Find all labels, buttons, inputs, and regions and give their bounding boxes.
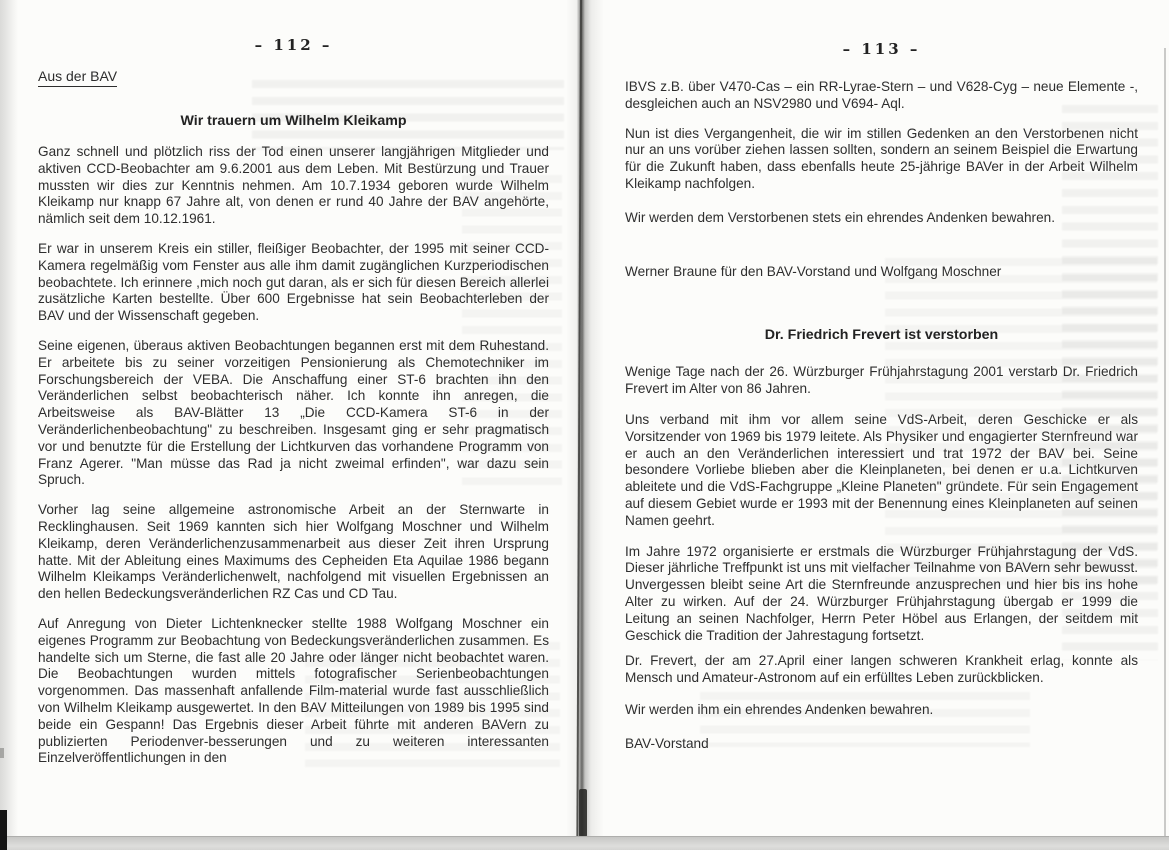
paragraph: IBVS z.B. über V470-Cas – ein RR-Lyrae-Stern – und V628-Cyg – neue Elemente -, desgleichen auch an NSV2980 und V694- Aql. (625, 79, 1138, 111)
paragraph: Vorher lag seine allgemeine astronomische Arbeit an der Sternwarte in Recklinghausen. Seit 1969 kannten sich hier Wolfgang Moschner und Wilhelm Kleikamp, deren Veränderlichenzusammenarbeit aus dieser Zeit ihren Ursprung hatte. Mit der Ableitung eines Maximums des Cepheiden Eta Aquilae 1986 begann Wilhelm Kleikamps Veränderlichenwelt, nachfolgend mit visuellen Ergebnissen an den hellen Bedeckungsveränderlichen RZ Cas und CD Tau. (38, 502, 549, 602)
page-number-112: – 112 – (254, 36, 333, 54)
scan-right-edge-line (1164, 48, 1166, 836)
scan-corner-mark (0, 810, 7, 850)
obituary-heading-frevert: Dr. Friedrich Frevert ist verstorben (764, 327, 999, 344)
paragraph: Er war in unserem Kreis ein stiller, fleißiger Beobachter, der 1995 mit seiner CCD-Kamera regelmäßig vom Fenster aus alle ihm damit zugänglichen Kurzperiodischen beobachtete. Ich erinnere ,mich noch gut daran, als er sich für diesen Bereich allerlei zusätzliche Karten bestellte. Über 600 Ergebnisse hat sein Beobachterleben der BAV und der Wissenschaft gegeben. (38, 240, 549, 324)
paragraph: Wir werden ihm ein ehrendes Andenken bewahren. (625, 701, 934, 717)
section-label-aus-der-bav: Aus der BAV (38, 68, 117, 87)
scanner-bottom-strip (0, 836, 1169, 850)
paragraph: Uns verband mit ihm vor allem seine VdS-Arbeit, deren Geschicke er als Vorsitzender von 1969 bis 1979 leitete. Als Physiker und engagierter Sternfreund war er auch an den Veränderlichen interessiert und trat 1972 der BAV bei. Seine besondere Vorliebe blieben aber die Kleinplaneten, bei denen er u.a. Lichtkurven ableitete und die VdS-Fachgruppe „Kleine Planeten" gründete. Für sein Engagement auf diesem Gebiet wurde er 1993 mit der Benennung eines Kleinplaneten auf seinen Namen geehrt. (625, 411, 1138, 528)
paragraph: Wir werden dem Verstorbenen stets ein ehrendes Andenken bewahren. (625, 209, 1055, 225)
page-113 (625, 0, 1138, 753)
paragraph: Nun ist dies Vergangenheit, die wir im stillen Gedenken an den Verstorbenen nicht nur an uns vorüber ziehen lassen sollten, sondern an seinem Beispiel die Erwartung für die Zukunft haben, dass ebenfalls heute 25-jährige BAVer in der Arbeit Wilhelm Kleikamp nachfolgen. (625, 125, 1138, 191)
signature-line: Werner Braune für den BAV-Vorstand und Wolfgang Moschner (625, 263, 1002, 279)
scan-left-edge-shade (0, 0, 18, 850)
signature-line: BAV-Vorstand (625, 735, 709, 751)
page-number-113: – 113 – (842, 40, 921, 58)
paragraph: Seine eigenen, überaus aktiven Beobachtungen begannen erst mit dem Ruhestand. Er arbeitete bis zu seiner vorzeitigen Pensionierung als Chemotechniker im Forschungsbereich der VEBA. Die Anschaffung einer ST-6 brachten ihn den Veränderlichen selbst beobachterisch näher. Ich konnte ihn anregen, die Arbeitsweise als BAV-Blätter 13 „Die CCD-Kamera ST-6 in der Veränderlichenbeobachtung" zu beschreiben. Insgesamt ging er sehr pragmatisch vor und benutzte für die Erstellung der Lichtkurven das vorhandene Programm von Franz Agerer. "Man müsse das Rad ja nicht zweimal erfinden", war dazu sein Spruch. (38, 337, 549, 488)
paragraph: Wenige Tage nach der 26. Würzburger Frühjahrstagung 2001 verstarb Dr. Friedrich Frevert im Alter von 86 Jahren. (625, 364, 1138, 397)
center-fold-shadow (566, 0, 604, 850)
paragraph: Auf Anregung von Dieter Lichtenknecker stellte 1988 Wolfgang Moschner ein eigenes Programm zur Beobachtung von Bedeckungsveränderlichen zusammen. Es handelte sich um Sterne, die fast alle 20 Jahre oder länger nicht beobachtet waren. Die Beobachtungen wurden mittels fotografischer Serienbeobachtungen vorgenommen. Das massenhaft anfallende Film-material wurde fast ausschließlich von Wilhelm Kleikamp ausgewertet. In den BAV Mitteilungen von 1989 bis 1995 sind beide ein Gespann! Das Ergebnis dieser Arbeit führte mit anderen BAVern zu publizierten Periodenver-besserungen und zu weiteren interessanten Einzelveröffentlichungen in den (38, 615, 549, 766)
center-fold-mark (579, 789, 587, 837)
paragraph: Ganz schnell und plötzlich riss der Tod einen unserer langjährigen Mitglieder und aktiven CCD-Beobachter am 9.6.2001 aus dem Leben. Mit Bestürzung und Trauer mussten wir dies zur Kenntnis nehmen. Am 10.7.1934 geboren wurde Wilhelm Kleikamp nur knapp 67 Jahre alt, von denen er rund 40 Jahre der BAV angehörte, nämlich seit dem 10.12.1961. (38, 144, 549, 227)
scan-edge-mark (0, 748, 4, 758)
page-112 (38, 0, 549, 767)
paragraph: Im Jahre 1972 organisierte er erstmals die Würzburger Frühjahrstagung der VdS. Dieser jährliche Treffpunkt ist uns mit vielfacher Teilnahme von BAVern sehr bewusst. Unvergessen bleibt seine Art die Sternfreunde anzusprechen und hier bis ins hohe Alter zu wirken. Auf der 24. Würzburger Frühjahrstagung übergab er 1999 die Leitung an seinen Nachfolger, Herrn Peter Höbel aus Erlangen, der seitdem mit Geschick die Tradition der Jahrestagung fortsetzt. (625, 543, 1138, 643)
obituary-heading-kleikamp: Wir trauern um Wilhelm Kleikamp (180, 113, 407, 129)
paragraph: Dr. Frevert, der am 27.April einer langen schweren Krankheit erlag, konnte als Mensch und Amateur-Astronom auf ein erfülltes Leben zurückblicken. (625, 653, 1138, 686)
